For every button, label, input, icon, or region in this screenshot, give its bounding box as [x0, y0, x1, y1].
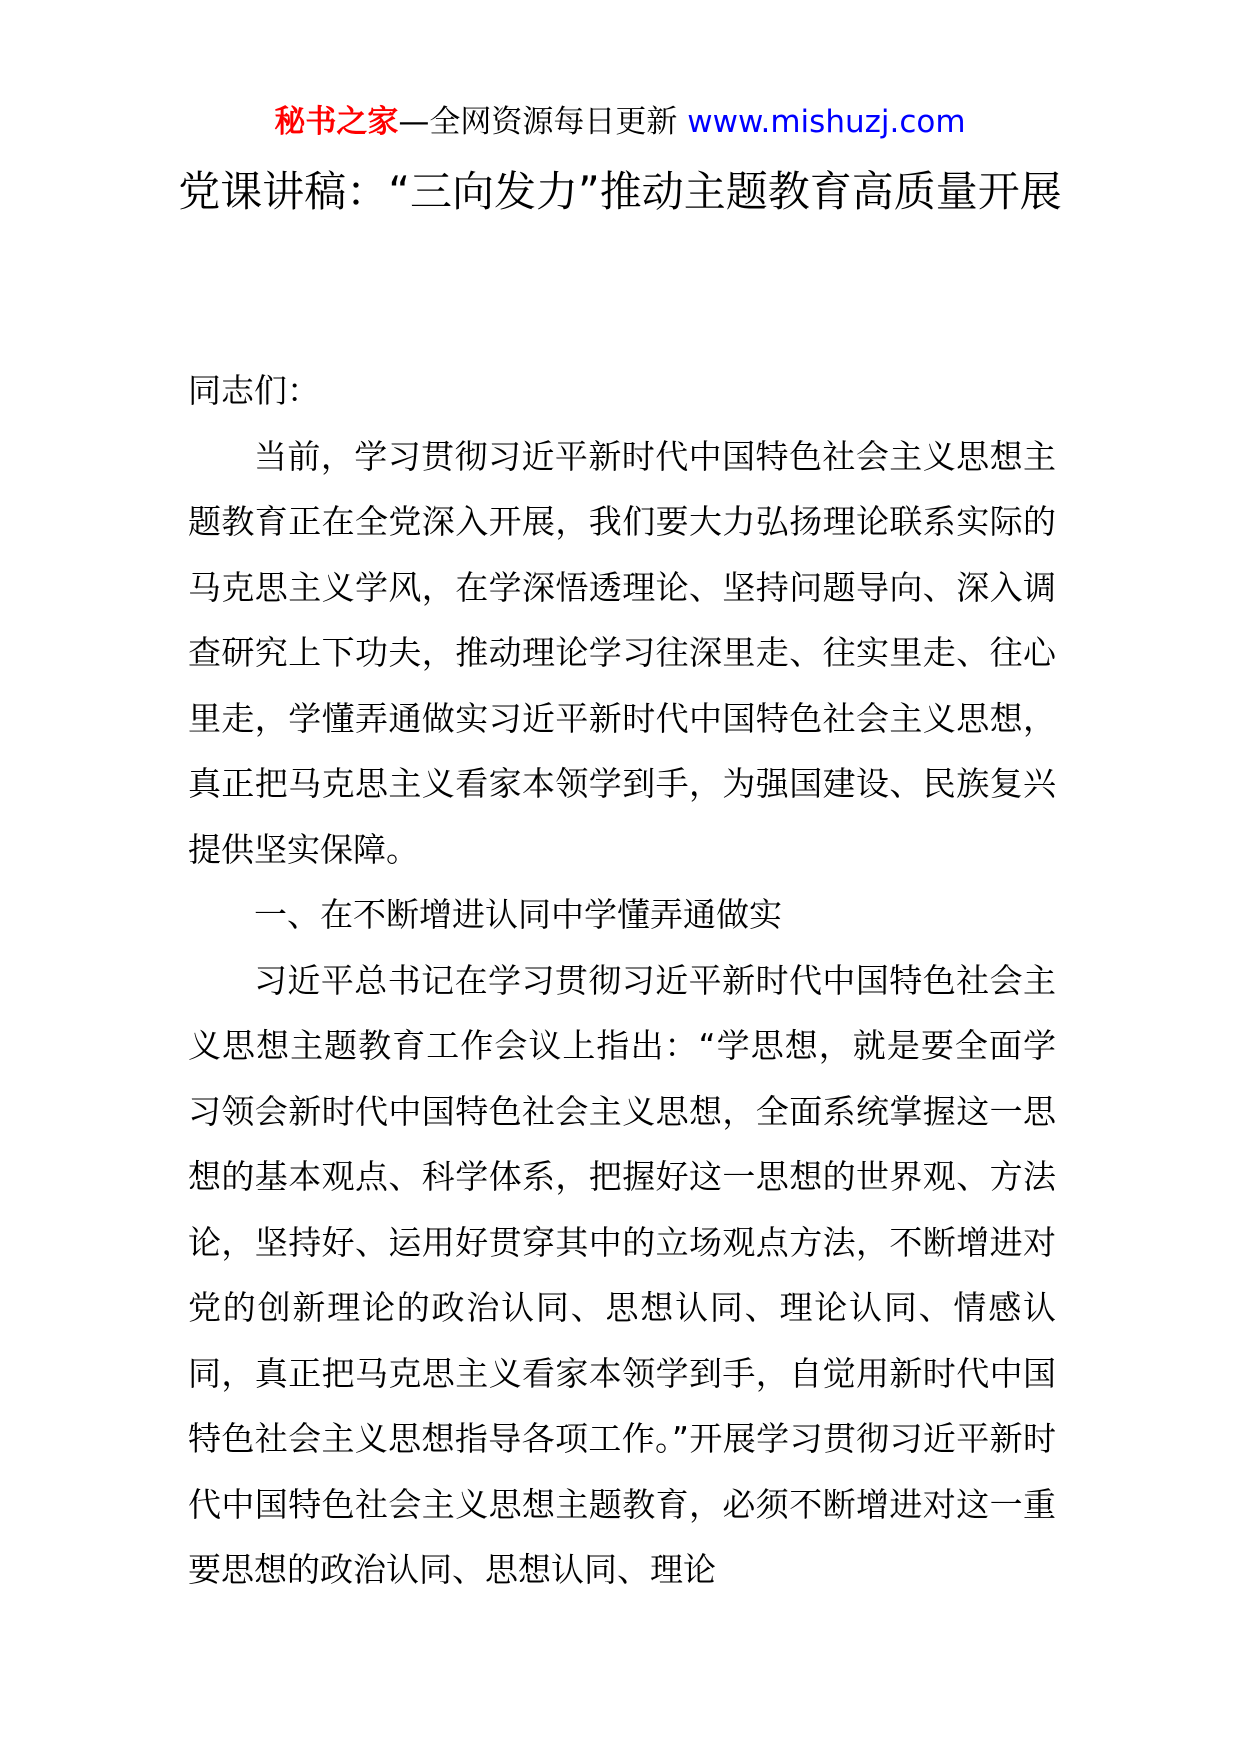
paragraph-section-1: 习近平总书记在学习贯彻习近平新时代中国特色社会主义思想主题教育工作会议上指出：“学思想，就是要全面学习领会新时代中国特色社会主义思想，全面系统掌握这一思想的基本观点、科学体系，把握好这一思想的世界观、方法论，坚持好、运用好贯穿其中的立场观点方法，不断增进对党的创新理论的政治认同、思想认同、理论认同、情感认同，真正把马克思主义看家本领学到手，自觉用新时代中国特色社会主义思想指导各项工作。”开展学习贯彻习近平新时代中国特色社会主义思想主题教育，必须不断增进对这一重要思想的政治认同、思想认同、理论	[188, 960, 1056, 1589]
brand-name: 秘书之家	[274, 104, 399, 140]
header-tagline: —全网资源每日更新	[398, 104, 688, 140]
site-header	[0, 98, 1240, 146]
paragraph-intro: 当前，学习贯彻习近平新时代中国特色社会主义思想主题教育正在全党深入开展，我们要大力弘扬理论联系实际的马克思主义学风，在学深悟透理论、坚持问题导向、深入调查研究上下功夫，推动理论学习往深里走、往实里走、往心里走，学懂弄通做实习近平新时代中国特色社会主义思想，真正把马克思主义看家本领学到手，为强国建设、民族复兴提供坚实保障。	[188, 436, 1056, 869]
document-title: 党课讲稿：“三向发力”推动主题教育高质量开展	[178, 167, 1062, 216]
salutation: 同志们：	[188, 371, 320, 410]
site-url-link[interactable]: www.mishuzj.com	[687, 104, 966, 140]
section-heading: 一、在不断增进认同中学懂弄通做实	[254, 895, 782, 934]
document-body	[188, 358, 1056, 1603]
